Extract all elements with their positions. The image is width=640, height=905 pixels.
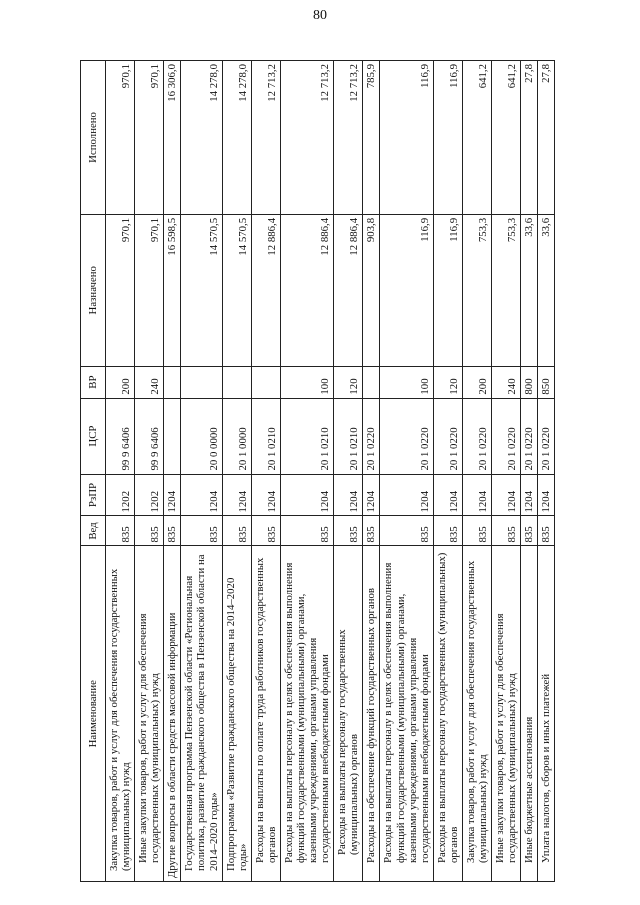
cell-rzpr: 1204	[164, 474, 181, 516]
cell-assigned: 12 886,4	[334, 214, 363, 366]
header-csr: ЦСР	[81, 398, 106, 474]
table-row	[135, 61, 164, 882]
cell-assigned: 12 886,4	[280, 214, 333, 366]
cell-assigned: 12 886,4	[251, 214, 280, 366]
cell-ved: 835	[181, 516, 222, 546]
cell-executed: 27,8	[521, 61, 538, 215]
cell-executed: 116,9	[380, 61, 433, 215]
cell-assigned: 903,8	[363, 214, 380, 366]
cell-csr: 20 1 0210	[280, 398, 333, 474]
cell-assigned: 33,6	[521, 214, 538, 366]
table-body	[106, 61, 555, 882]
cell-name: Закупка товаров, работ и услуг для обеспечения государственных (муниципальных) нужд	[106, 546, 135, 882]
cell-csr: 20 1 0220	[363, 398, 380, 474]
cell-assigned: 33,6	[538, 214, 555, 366]
cell-rzpr: 1204	[538, 474, 555, 516]
table-row	[181, 61, 222, 882]
cell-vr: 200	[106, 366, 135, 398]
cell-ved: 835	[106, 516, 135, 546]
cell-assigned: 116,9	[380, 214, 433, 366]
budget-table	[80, 60, 555, 882]
cell-vr: 200	[462, 366, 491, 398]
cell-ved: 835	[462, 516, 491, 546]
header-executed: Исполнено	[81, 61, 106, 215]
cell-rzpr: 1204	[380, 474, 433, 516]
cell-vr	[251, 366, 280, 398]
cell-rzpr: 1204	[521, 474, 538, 516]
cell-csr: 20 1 0220	[492, 398, 521, 474]
cell-rzpr: 1204	[280, 474, 333, 516]
cell-name: Расходы на обеспечение функций государственных органов	[363, 546, 380, 882]
cell-vr: 100	[380, 366, 433, 398]
cell-name: Подпрограмма «Развитие гражданского общества на 2014–2020 годы»	[222, 546, 251, 882]
table-row	[433, 61, 462, 882]
cell-csr: 20 1 0220	[538, 398, 555, 474]
cell-name: Расходы на выплаты персоналу в целях обеспечения выполнения функций государственными (муниципальными) органами, казенными учреждениями, органами управления государственными внебюджетными фондами	[380, 546, 433, 882]
table-row	[538, 61, 555, 882]
cell-vr: 120	[334, 366, 363, 398]
cell-rzpr: 1204	[433, 474, 462, 516]
table-row	[280, 61, 333, 882]
cell-executed: 16 306,0	[164, 61, 181, 215]
cell-ved: 835	[363, 516, 380, 546]
cell-vr: 100	[280, 366, 333, 398]
page-number: 80	[313, 8, 327, 23]
cell-assigned: 970,1	[135, 214, 164, 366]
cell-assigned: 116,9	[433, 214, 462, 366]
cell-vr	[363, 366, 380, 398]
cell-name: Закупка товаров, работ и услуг для обеспечения государственных (муниципальных) нужд	[462, 546, 491, 882]
table-header-row	[81, 61, 106, 882]
cell-rzpr: 1204	[492, 474, 521, 516]
cell-vr: 240	[492, 366, 521, 398]
cell-csr: 20 1 0220	[462, 398, 491, 474]
cell-ved: 835	[538, 516, 555, 546]
header-assigned: Назначено	[81, 214, 106, 366]
table-row	[492, 61, 521, 882]
cell-csr	[164, 398, 181, 474]
header-vr: ВР	[81, 366, 106, 398]
cell-ved: 835	[251, 516, 280, 546]
cell-executed: 785,9	[363, 61, 380, 215]
table-row	[462, 61, 491, 882]
rotated-table-box	[80, 60, 567, 882]
cell-executed: 12 713,2	[251, 61, 280, 215]
cell-assigned: 14 570,5	[181, 214, 222, 366]
cell-name: Расходы на выплаты по оплате труда работников государственных органов	[251, 546, 280, 882]
cell-csr: 20 1 0210	[334, 398, 363, 474]
cell-executed: 14 278,0	[222, 61, 251, 215]
cell-name: Другие вопросы в области средств массовой информации	[164, 546, 181, 882]
table-row	[380, 61, 433, 882]
cell-rzpr: 1204	[222, 474, 251, 516]
cell-csr: 20 1 0210	[251, 398, 280, 474]
cell-ved: 835	[521, 516, 538, 546]
cell-executed: 12 713,2	[280, 61, 333, 215]
cell-csr: 99 9 6406	[135, 398, 164, 474]
cell-vr: 850	[538, 366, 555, 398]
cell-ved: 835	[334, 516, 363, 546]
cell-executed: 116,9	[433, 61, 462, 215]
cell-name: Иные закупки товаров, работ и услуг для обеспечения государственных (муниципальных) нужд	[135, 546, 164, 882]
cell-vr	[181, 366, 222, 398]
cell-executed: 641,2	[462, 61, 491, 215]
cell-executed: 27,8	[538, 61, 555, 215]
table-row	[251, 61, 280, 882]
table-row	[106, 61, 135, 882]
cell-assigned: 14 570,5	[222, 214, 251, 366]
cell-rzpr: 1204	[462, 474, 491, 516]
cell-ved: 835	[280, 516, 333, 546]
cell-rzpr: 1202	[135, 474, 164, 516]
table-row	[334, 61, 363, 882]
cell-name: Государственная программа Пензенской области «Региональная политика, развитие гражданского общества в Пензенской области на 2014–2020 годы»	[181, 546, 222, 882]
cell-rzpr: 1204	[251, 474, 280, 516]
table-row	[363, 61, 380, 882]
cell-csr: 20 1 0000	[222, 398, 251, 474]
cell-name: Расходы на выплаты персоналу государственных (муниципальных) органов	[433, 546, 462, 882]
cell-vr	[164, 366, 181, 398]
header-name: Наименование	[81, 546, 106, 882]
table-row	[222, 61, 251, 882]
header-ved: Вед	[81, 516, 106, 546]
cell-executed: 14 278,0	[181, 61, 222, 215]
cell-name: Иные закупки товаров, работ и услуг для обеспечения государственных (муниципальных) нужд	[492, 546, 521, 882]
cell-csr: 20 0 0000	[181, 398, 222, 474]
cell-vr: 120	[433, 366, 462, 398]
cell-ved: 835	[135, 516, 164, 546]
cell-ved: 835	[380, 516, 433, 546]
table-row	[164, 61, 181, 882]
cell-vr	[222, 366, 251, 398]
cell-name: Расходы на выплаты персоналу в целях обеспечения выполнения функций государственными (муниципальными) органами, казенными учреждениями, органами управления государственными внебюджетными фондами	[280, 546, 333, 882]
cell-rzpr: 1204	[363, 474, 380, 516]
cell-ved: 835	[164, 516, 181, 546]
cell-assigned: 753,3	[462, 214, 491, 366]
cell-ved: 835	[433, 516, 462, 546]
cell-assigned: 970,1	[106, 214, 135, 366]
cell-executed: 641,2	[492, 61, 521, 215]
cell-ved: 835	[492, 516, 521, 546]
cell-vr: 800	[521, 366, 538, 398]
cell-csr: 20 1 0220	[521, 398, 538, 474]
cell-name: Уплата налогов, сборов и иных платежей	[538, 546, 555, 882]
cell-vr: 240	[135, 366, 164, 398]
cell-assigned: 16 598,5	[164, 214, 181, 366]
cell-csr: 99 9 6406	[106, 398, 135, 474]
cell-executed: 12 713,2	[334, 61, 363, 215]
table-row	[521, 61, 538, 882]
cell-csr: 20 1 0220	[380, 398, 433, 474]
cell-executed: 970,1	[106, 61, 135, 215]
header-rzpr: РзПР	[81, 474, 106, 516]
cell-assigned: 753,3	[492, 214, 521, 366]
cell-rzpr: 1202	[106, 474, 135, 516]
cell-rzpr: 1204	[334, 474, 363, 516]
cell-rzpr: 1204	[181, 474, 222, 516]
cell-executed: 970,1	[135, 61, 164, 215]
cell-name: Иные бюджетные ассигнования	[521, 546, 538, 882]
cell-csr: 20 1 0220	[433, 398, 462, 474]
rotated-table-container	[80, 60, 567, 882]
cell-ved: 835	[222, 516, 251, 546]
cell-name: Расходы на выплаты персоналу государственных (муниципальных) органов	[334, 546, 363, 882]
